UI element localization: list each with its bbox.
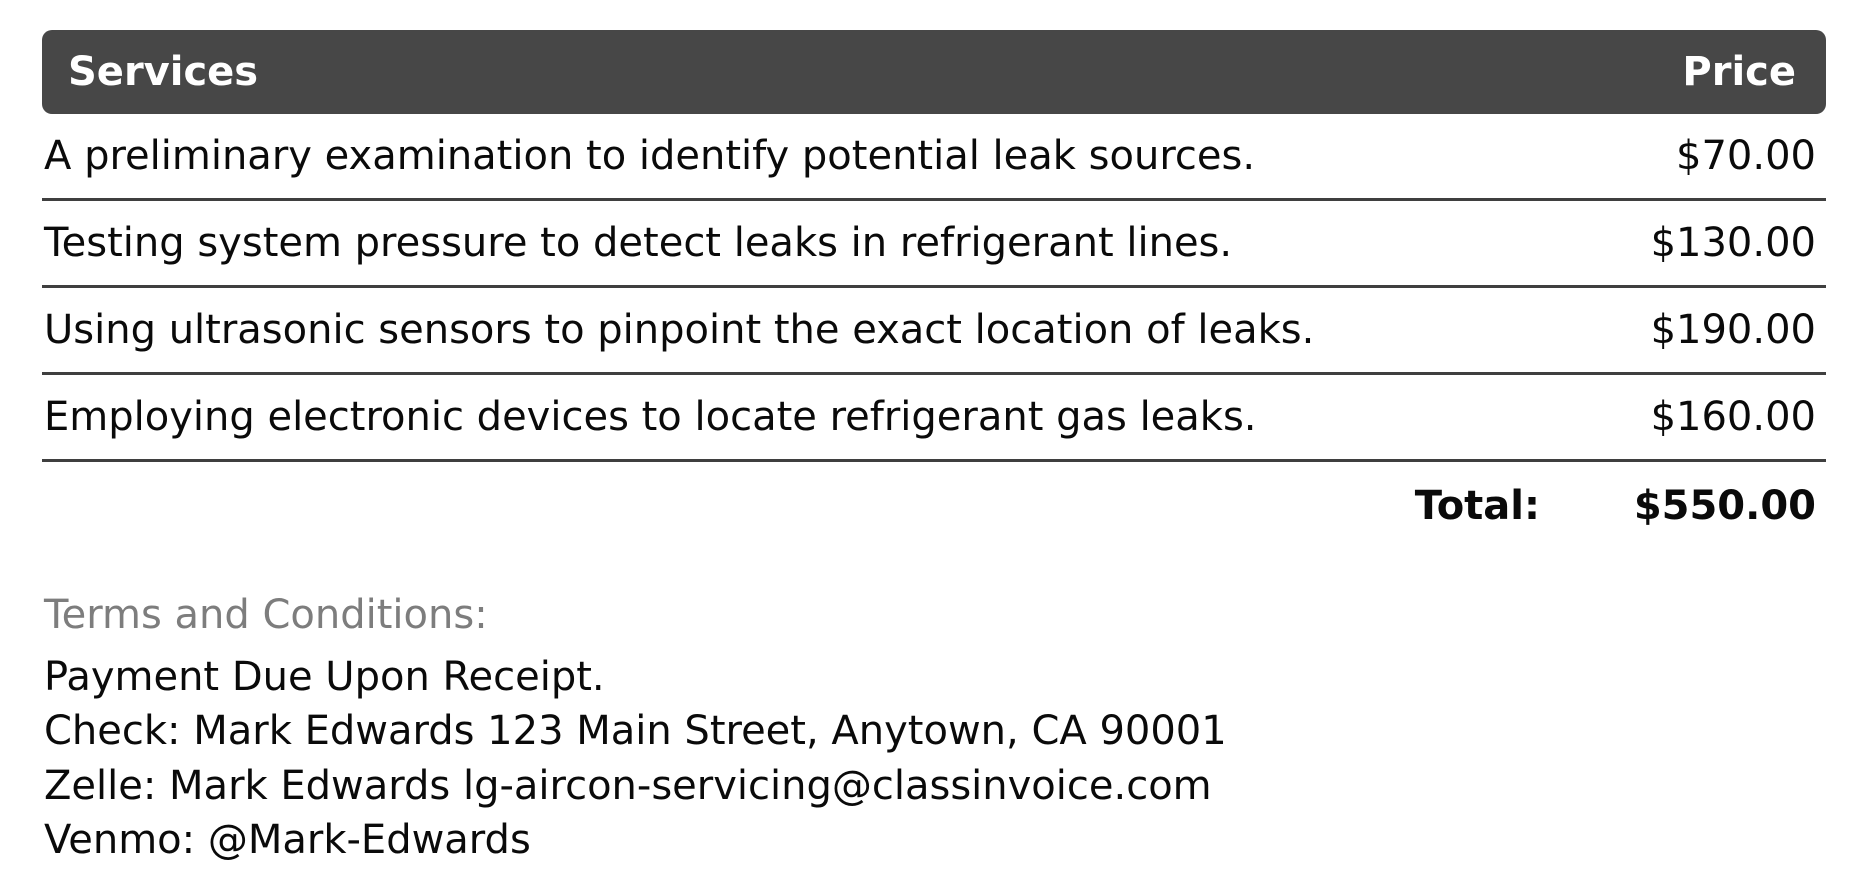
total-row [42, 462, 1826, 550]
services-column-header: Services [42, 30, 1586, 114]
terms-heading: Terms and Conditions: [44, 592, 488, 638]
terms-line-venmo: Venmo: @Mark-Edwards [44, 817, 531, 864]
terms-line-check: Check: Mark Edwards 123 Main Street, Anytown, CA 90001 [44, 708, 1227, 755]
terms-line-zelle: Zelle: Mark Edwards lg-aircon-servicing@classinvoice.com [44, 762, 1212, 809]
services-table-body [42, 114, 1826, 550]
price-cell: $160.00 [1586, 375, 1826, 462]
price-cell: $70.00 [1586, 114, 1826, 201]
service-description-cell: A preliminary examination to identify potential leak sources. [42, 114, 1586, 201]
service-description-cell: Employing electronic devices to locate refrigerant gas leaks. [42, 375, 1586, 462]
service-description-cell: Using ultrasonic sensors to pinpoint the exact location of leaks. [42, 288, 1586, 375]
service-description-cell: Testing system pressure to detect leaks in refrigerant lines. [42, 201, 1586, 288]
table-row [42, 114, 1826, 201]
services-table [42, 30, 1826, 550]
header-row [42, 30, 1826, 114]
table-row [42, 288, 1826, 375]
total-value: $550.00 [1633, 483, 1816, 529]
services-table-header [42, 30, 1826, 114]
table-row [42, 201, 1826, 288]
price-cell: $190.00 [1586, 288, 1826, 375]
price-cell: $130.00 [1586, 201, 1826, 288]
price-column-header: Price [1586, 30, 1826, 114]
terms-section [42, 588, 1826, 868]
table-row [42, 375, 1826, 462]
terms-line-payment: Payment Due Upon Receipt. [44, 654, 605, 700]
total-label: Total: [1414, 483, 1540, 529]
